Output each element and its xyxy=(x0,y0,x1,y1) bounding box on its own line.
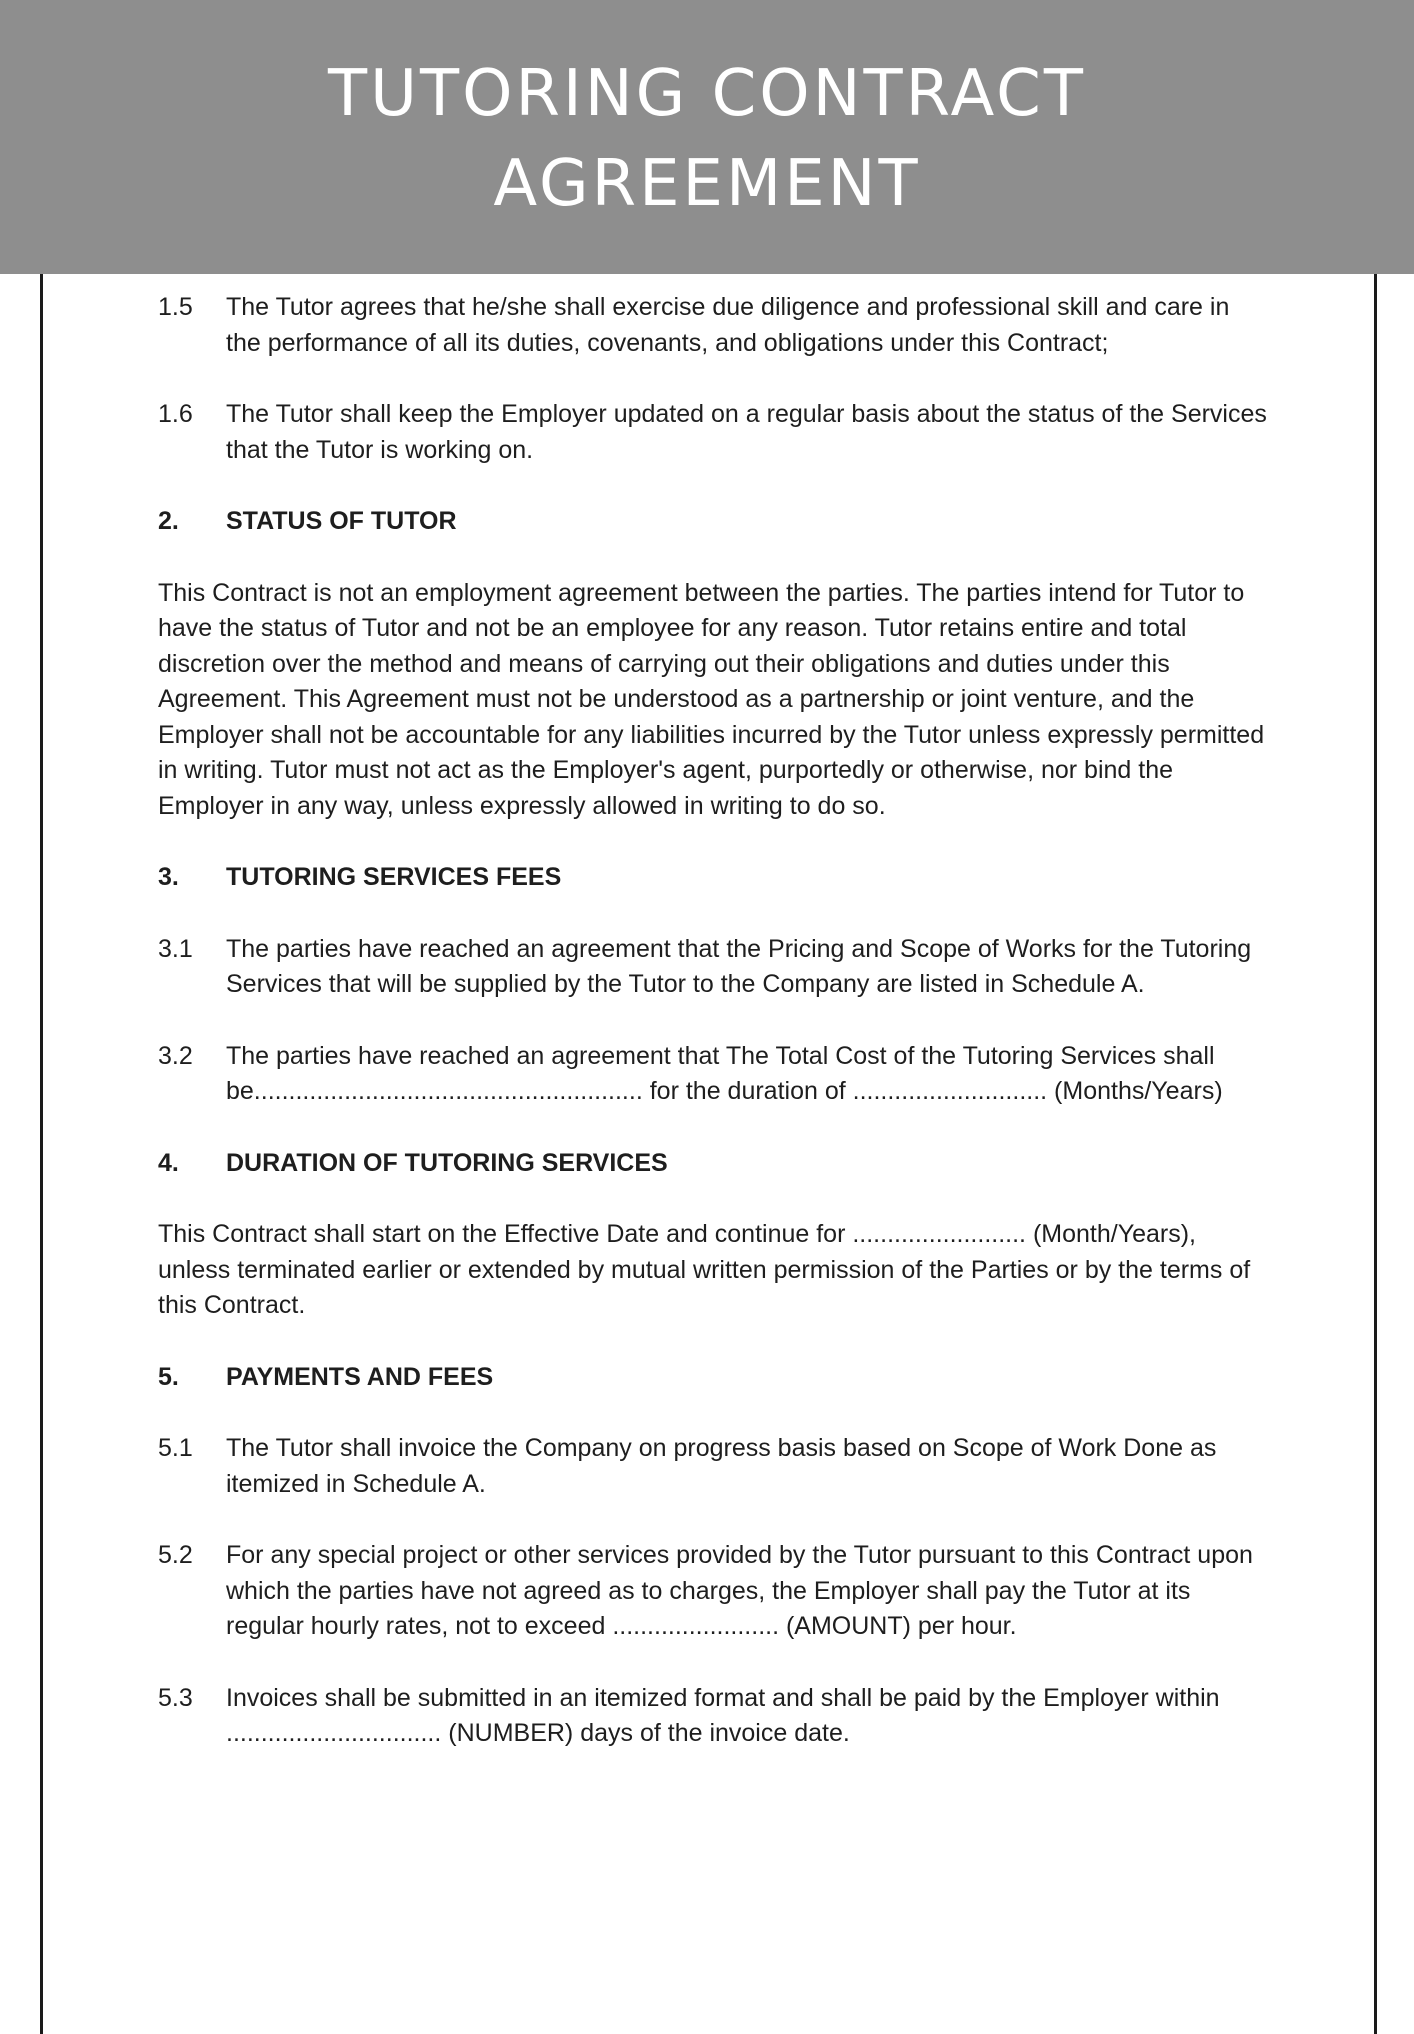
section-number: 5. xyxy=(158,1362,179,1391)
clause-3-2 xyxy=(158,1039,1268,1110)
clause-5-1 xyxy=(158,1431,1268,1502)
contract-body xyxy=(158,290,1268,1752)
clause-5-2 xyxy=(158,1538,1268,1645)
clause-number: 5.3 xyxy=(158,1683,193,1712)
section-heading-tutoring-services-fees xyxy=(158,860,1268,896)
clause-text: The Tutor shall invoice the Company on progress basis based on Scope of Work Done as itemized in Schedule A. xyxy=(226,1434,1217,1498)
clause-number: 1.5 xyxy=(158,293,193,321)
clause-number: 1.6 xyxy=(158,400,193,428)
clause-number: 5.1 xyxy=(158,1434,193,1462)
section-title: DURATION OF TUTORING SERVICES xyxy=(226,1148,668,1177)
section-heading-duration xyxy=(158,1146,1268,1182)
clause-text: Invoices shall be submitted in an itemized format and shall be paid by the Employer within ............................... (NUMBER) days of the invoice date. xyxy=(226,1683,1220,1747)
section-number: 2. xyxy=(158,507,179,535)
section-title: STATUS OF TUTOR xyxy=(226,507,457,535)
title-banner xyxy=(0,0,1414,274)
clause-number: 5.2 xyxy=(158,1541,193,1569)
title-line-2: AGREEMENT xyxy=(493,147,921,221)
clause-3-1 xyxy=(158,932,1268,1003)
section-title: PAYMENTS AND FEES xyxy=(226,1362,494,1391)
section-heading-payments-and-fees xyxy=(158,1360,1268,1396)
section-heading-status-of-tutor xyxy=(158,504,1268,540)
clause-1-5 xyxy=(158,290,1268,361)
clause-5-3 xyxy=(158,1681,1268,1752)
clause-text: For any special project or other services provided by the Tutor pursuant to this Contract upon which the parties have not agreed as to charges, the Employer shall pay the Tutor at its regular hourly rates, not to exceed ........................ (AMOUNT) per hour. xyxy=(226,1541,1253,1640)
section-title: TUTORING SERVICES FEES xyxy=(226,863,562,891)
clause-1-6 xyxy=(158,397,1268,468)
title-line-1: TUTORING CONTRACT xyxy=(328,57,1086,131)
section-paragraph-status-of-tutor: This Contract is not an employment agreement between the parties. The parties intend for Tutor to have the status of Tutor and not be an employee for any reason. Tutor retains entire and total discretion over the method and means of carrying out their obligations and duties under this Agreement. This Agreement must not be understood as a partnership or joint venture, and the Employer shall not be accountable for any liabilities incurred by the Tutor unless expressly permitted in writing. Tutor must not act as the Employer's agent, purportedly or otherwise, nor bind the Employer in any way, unless expressly allowed in writing to do so. xyxy=(158,578,1265,820)
clause-text: The parties have reached an agreement that The Total Cost of the Tutoring Services shall be........................................................ for the duration of ............................ (Months/Years) xyxy=(226,1041,1223,1105)
section-number: 4. xyxy=(158,1148,179,1177)
section-number: 3. xyxy=(158,863,179,891)
section-paragraph-duration: This Contract shall start on the Effective Date and continue for ......................... (Month/Years), unless terminated earlier or extended by mutual written permission of the Parties or by the terms of this Contract. xyxy=(158,1220,1251,1319)
clause-number: 3.2 xyxy=(158,1041,193,1070)
clause-text: The Tutor shall keep the Employer updated on a regular basis about the status of the Services that the Tutor is working on. xyxy=(226,400,1267,464)
clause-text: The Tutor agrees that he/she shall exercise due diligence and professional skill and care in the performance of all its duties, covenants, and obligations under this Contract; xyxy=(226,293,1230,357)
clause-number: 3.1 xyxy=(158,934,193,963)
clause-text: The parties have reached an agreement that the Pricing and Scope of Works for the Tutoring Services that will be supplied by the Tutor to the Company are listed in Schedule A. xyxy=(226,934,1252,998)
